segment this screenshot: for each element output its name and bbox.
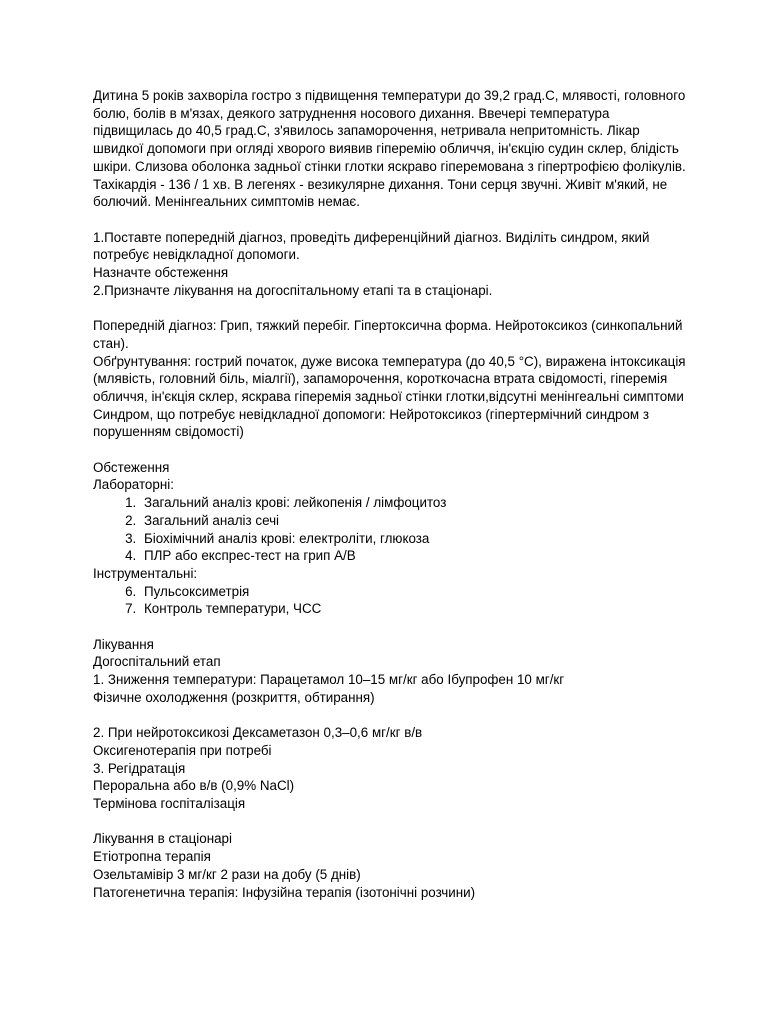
spacer [93,441,693,459]
exams-heading: Обстеження [93,459,170,475]
treatment-line: Етіотропна терапія [93,849,211,865]
list-item: 7. Контроль температури, ЧСС [140,600,693,618]
treatment-line: 1. Зниження температури: Парацетамол 10–15 мг/кг або Ібупрофен 10 мг/кг [93,672,565,688]
lab-list [93,494,693,565]
task-2: 2.Призначте лікування на догоспітальному етапі та в стаціонарі. [93,282,493,298]
case-description: Дитина 5 років захворіла гостро з підвищення температури до 39,2 град.С, млявості, головного болю, болів в м'язах, деякого затруднення носового дихання. Ввечері температура підвищилась до 40,5 град.С, з'явилось запаморочення, нетривала непритомність. Лікар швидкої допомоги при огляді хворого виявив гіперемію обличчя, ін'єкцію судин склер, блідість шкіри. Слизова оболонка задньої стінки глотки яскраво гіперемована з гіпертрофією фолікулів. Тахікардія - 136 / 1 хв. В легенях - везикулярне дихання. Тони серця звучні. Живіт м'який, не болючий. Менінгеальних симптомів немає. [93,88,686,210]
treatment-line: Озельтамівір 3 мг/кг 2 рази на добу (5 днів) [93,866,361,882]
spacer [93,813,693,831]
hospital-heading: Лікування в стаціонарі [93,831,232,847]
treatment-heading: Лікування [93,636,154,652]
instrumental-heading: Інструментальні: [93,565,198,581]
list-item: 6. Пульсоксиметрія [140,583,693,601]
treatment-line: Патогенетична терапія: Інфузійна терапія (ізотонічні розчини) [93,884,476,900]
instrumental-list [93,583,693,618]
lab-heading: Лабораторні: [93,477,174,493]
treatment-line: 2. При нейротоксикозі Дексаметазон 0,3–0,6 мг/кг в/в [93,725,423,741]
task-1-exams: Назначте обстеження [93,265,229,281]
prehospital-heading: Догоспітальний етап [93,654,221,670]
spacer [93,299,693,317]
list-item: 3. Біохімічний аналіз крові: електроліти, глюкоза [140,530,693,548]
spacer [93,618,693,636]
treatment-line: Пероральна або в/в (0,9% NaCl) [93,778,295,794]
list-item: 2. Загальний аналіз сечі [140,512,693,530]
list-item: 4. ПЛР або експрес-тест на грип А/В [140,547,693,565]
task-1: 1.Поставте попередній діагноз, проведіть диференційний діагноз. Виділіть синдром, який потребує невідкладної допомоги. [93,229,650,263]
treatment-line: Термінова госпіталізація [93,796,246,812]
diagnosis-justification: Обґрунтування: гострий початок, дуже висока температура (до 40,5 °C), виражена інтоксикація (млявість, головний біль, міалгії), запаморочення, короткочасна втрата свідомості, гіперемія обличчя, ін'єкція склер, яскрава гіперемія задньої стінки глотки,відсутні менінгеальні симптоми [93,353,686,404]
spacer [93,707,693,725]
treatment-line: Фізичне охолодження (розкриття, обтирання) [93,689,375,705]
treatment-line: Оксигенотерапія при потребі [93,742,272,758]
preliminary-diagnosis: Попередній діагноз: Грип, тяжкий перебіг. Гіпертоксична форма. Нейротоксикоз (синкопальний стан). [93,318,683,351]
spacer [93,211,693,229]
list-item: 1. Загальний аналіз крові: лейкопенія / лімфоцитоз [140,494,693,512]
treatment-line: 3. Регідратація [93,760,186,776]
document-page [93,87,693,901]
urgent-syndrome: Синдром, що потребує невідкладної допомоги: Нейротоксикоз (гіпертермічний синдром з порушенням свідомості) [93,406,649,440]
